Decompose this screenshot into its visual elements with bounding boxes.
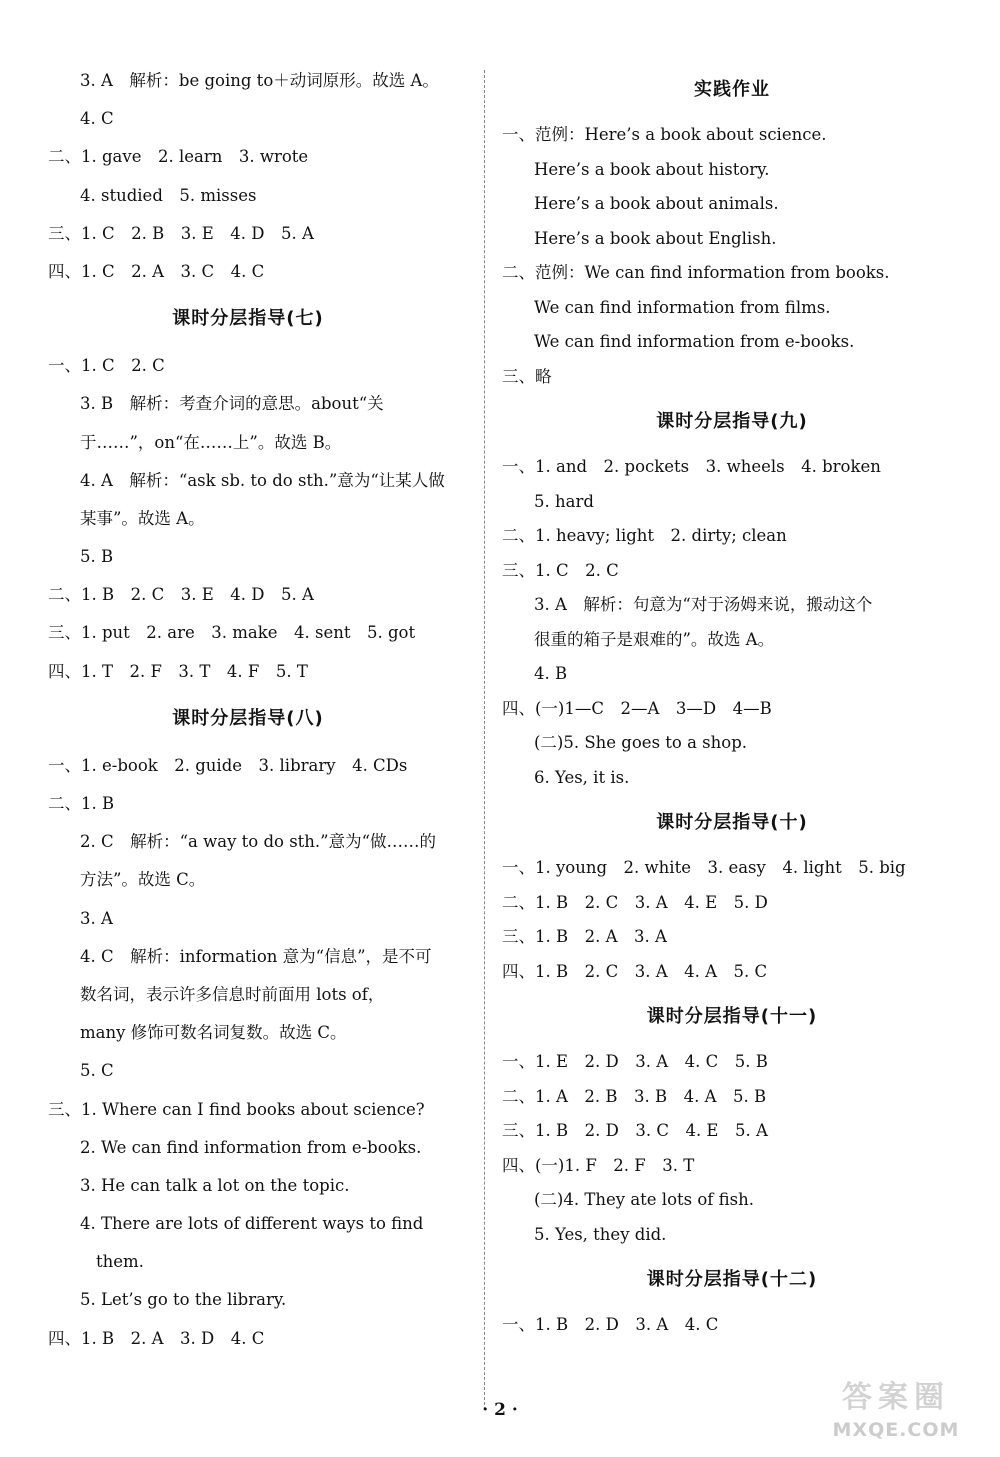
watermark-logo-text: 答案圈 — [842, 1380, 950, 1415]
section-heading: 课时分层指导(八) — [172, 707, 324, 729]
answer-line: 6. Yes, it is. — [534, 767, 630, 787]
answer-line: 一、1. young 2. white 3. easy 4. light 5. big — [502, 858, 906, 877]
section-heading: 课时分层指导(十二) — [646, 1269, 818, 1290]
answer-line: 5. hard — [534, 491, 594, 511]
answer-line: 很重的箱子是艰难的”。故选 A。 — [534, 629, 775, 649]
answer-line: 4. studied 5. misses — [80, 185, 257, 205]
watermark-logo — [806, 1377, 986, 1449]
answer-line: 二、1. gave 2. learn 3. wrote — [48, 147, 309, 167]
answer-line: 三、1. C 2. B 3. E 4. D 5. A — [48, 223, 314, 243]
section-heading: 实践作业 — [694, 79, 770, 100]
answer-line: 二、1. B 2. C 3. A 4. E 5. D — [502, 892, 768, 912]
answer-line: 四、(一)1. F 2. F 3. T — [502, 1155, 695, 1175]
answer-line: 方法”。故选 C。 — [80, 870, 206, 890]
answer-line: 二、范例：We can find information from books. — [502, 263, 890, 282]
answer-line: 四、1. C 2. A 3. C 4. C — [48, 261, 265, 281]
answer-line: 一、范例：Here’s a book about science. — [502, 125, 827, 144]
answer-line: 4. There are lots of different ways to find — [80, 1214, 424, 1234]
column-divider — [484, 70, 485, 1410]
answer-line: 四、1. B 2. C 3. A 4. A 5. C — [502, 961, 768, 981]
answer-line: many 修饰可数名词复数。故选 C。 — [80, 1023, 347, 1043]
answer-line: them. — [96, 1252, 144, 1272]
answer-line: 3. He can talk a lot on the topic. — [80, 1175, 350, 1195]
answer-line: 三、1. Where can I find books about science? — [48, 1099, 425, 1119]
answer-line: 一、1. e-book 2. guide 3. library 4. CDs — [48, 755, 408, 775]
answer-line: 4. B — [534, 664, 568, 683]
answer-line: 一、1. E 2. D 3. A 4. C 5. B — [502, 1052, 768, 1071]
answer-line: 于……”，on“在……上”。故选 B。 — [80, 432, 342, 452]
answer-line: 某事”。故选 A。 — [80, 508, 205, 528]
answer-line: 四、1. T 2. F 3. T 4. F 5. T — [48, 661, 308, 681]
answer-line: (二)5. She goes to a shop. — [534, 733, 748, 752]
answer-line: 三、1. B 2. A 3. A — [502, 927, 667, 946]
answer-line: 三、1. put 2. are 3. make 4. sent 5. got — [48, 623, 416, 643]
answer-line: 三、1. B 2. D 3. C 4. E 5. A — [502, 1121, 768, 1140]
answer-line: Here’s a book about history. — [534, 159, 770, 179]
section-heading: 课时分层指导(七) — [172, 308, 324, 330]
section-heading: 课时分层指导(十) — [656, 812, 808, 833]
answer-line: 二、1. heavy; light 2. dirty; clean — [502, 526, 787, 545]
answer-line: 3. A 解析：be going to＋动词原形。故选 A。 — [80, 71, 439, 90]
answer-line: 四、1. B 2. A 3. D 4. C — [48, 1328, 265, 1348]
answer-line: 一、1. and 2. pockets 3. wheels 4. broken — [502, 457, 881, 476]
answer-line: 5. C — [80, 1061, 114, 1081]
answer-line: 5. B — [80, 547, 114, 567]
section-heading: 课时分层指导(十一) — [646, 1006, 818, 1027]
answer-line: 5. Let’s go to the library. — [80, 1290, 287, 1310]
answer-line: 数名词，表示许多信息时前面用 lots of， — [80, 984, 385, 1004]
answer-line: (二)4. They ate lots of fish. — [534, 1190, 754, 1209]
answer-line: 4. A 解析：“ask sb. to do sth.”意为“让某人做 — [80, 470, 445, 490]
answer-line: 2. We can find information from e-books. — [80, 1137, 422, 1157]
answer-line: 二、1. B 2. C 3. E 4. D 5. A — [48, 585, 314, 605]
right-column — [502, 62, 962, 1343]
answer-line: We can find information from e-books. — [534, 332, 855, 351]
left-column — [48, 62, 468, 1358]
answer-line: Here’s a book about English. — [534, 228, 777, 248]
section-heading: 课时分层指导(九) — [656, 411, 808, 432]
answer-line: 三、1. C 2. C — [502, 560, 619, 580]
answer-line: 三、略 — [502, 366, 552, 386]
answer-line: 3. A — [80, 908, 113, 928]
watermark-url: MXQE.COM — [832, 1419, 960, 1441]
answer-line: We can find information from films. — [534, 297, 831, 317]
answer-line: 4. C 解析：information 意为“信息”，是不可 — [80, 946, 432, 966]
answer-line: 四、(一)1—C 2—A 3—D 4—B — [502, 698, 772, 718]
answer-line: 二、1. B — [48, 794, 115, 813]
answer-line: 5. Yes, they did. — [534, 1224, 667, 1244]
answer-line: 3. A 解析：句意为“对于汤姆来说，搬动这个 — [534, 595, 873, 614]
answer-line: 4. C — [80, 109, 114, 129]
answer-line: 二、1. A 2. B 3. B 4. A 5. B — [502, 1086, 767, 1106]
page-number: · 2 · — [482, 1400, 518, 1420]
answer-line: 一、1. B 2. D 3. A 4. C — [502, 1315, 719, 1334]
answer-line: Here’s a book about animals. — [534, 194, 779, 213]
answer-line: 2. C 解析：“a way to do sth.”意为“做……的 — [80, 832, 437, 852]
answer-line: 3. B 解析：考查介词的意思。about“关 — [80, 394, 384, 414]
answer-line: 一、1. C 2. C — [48, 356, 165, 376]
